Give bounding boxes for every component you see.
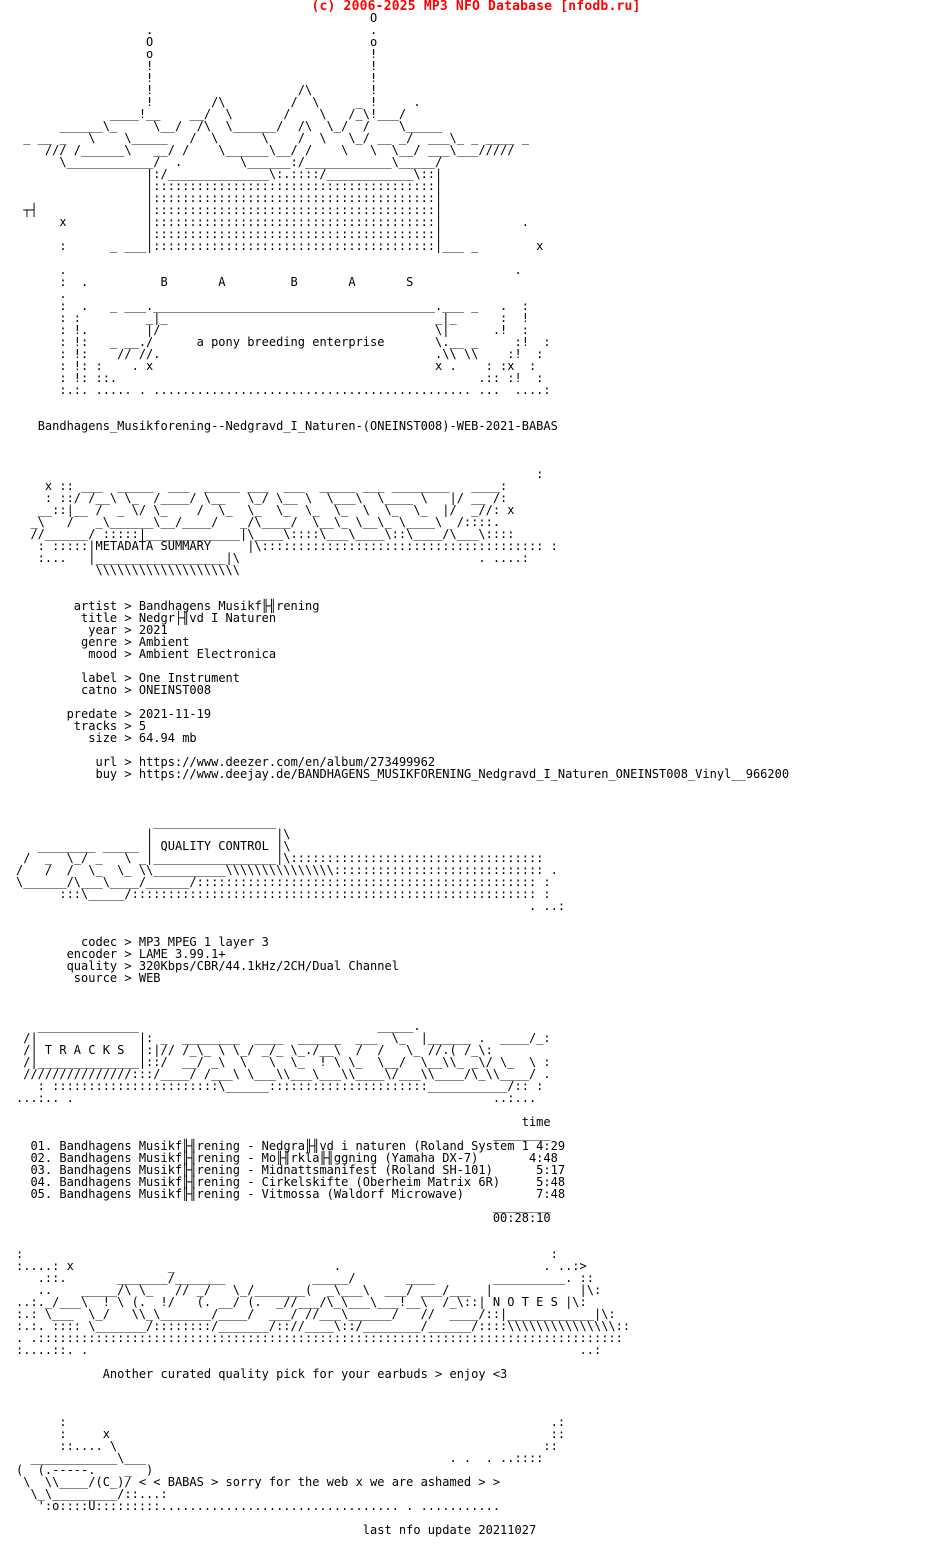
- qc-source-label: source: [73, 971, 118, 985]
- ascii-art: : :::::|METADATA SUMMARY |\::::::::::::::::::::::::::::::::::::::: :: [16, 539, 558, 553]
- meta-mood-label: mood: [88, 647, 118, 661]
- ascii-art: _ __ _ \ \_____ / \ \ / \ \_/ __ _/ ___\_ _ ____ _: [16, 131, 529, 145]
- qc-quality: 320Kbps/CBR/44.1kHz/2CH/Dual Channel: [138, 959, 399, 973]
- ascii-art: |:::::::::::::::::::::::::::::::::::::::|: [16, 227, 443, 241]
- qc-encoder-label: encoder: [66, 947, 118, 961]
- meta-genre-label: genre: [81, 635, 118, 649]
- ascii-art: : :::::::::::::::::::::::\______::::::::::::::::::::::___________/:: :: [16, 1079, 544, 1093]
- ascii-art: //______/ :::::|_____________|\____\::::\___\____\::\____/\___\::::: [16, 527, 515, 541]
- track-row: 03. Bandhagens Musikf╟╢rening - Midnattsmanifest (Roland SH-101) 5:17: [30, 1163, 566, 1177]
- ascii-art: ______________ _____.: [16, 1019, 421, 1033]
- ascii-art: ':o::::U:::::::::................................. . ...........: [16, 1499, 501, 1513]
- ascii-art: \\\\\\\\\\\\\\\\\\\\: [16, 563, 240, 577]
- ascii-art: O: [16, 11, 378, 25]
- meta-tracks: 5: [138, 719, 147, 733]
- ascii-art: .::. _______/_______ _____/ ____ __________. ::: [16, 1271, 594, 1285]
- ascii-art: :.:. ..... . ............................................ ... ....:: [16, 383, 551, 397]
- meta-predate: 2021-11-19: [138, 707, 212, 721]
- ascii-art: /| |: _ ________ ____ ______ ___ \_ |______ . ____/_:: [16, 1031, 551, 1045]
- meta-genre: Ambient: [138, 635, 190, 649]
- qc-encoder: LAME 3.99.1+: [138, 947, 226, 961]
- release-name: Bandhagens_Musikforening--Nedgravd_I_Naturen-(ONEINST008)-WEB-2021-BABAS: [37, 419, 558, 433]
- ascii-art: ///////////////:::/____/ /___\ \___\\___\___\\____\/___\\____/\_\\____/ .: [16, 1067, 551, 1081]
- ascii-art: \______/\___\____/______/::::::::::::::::::::::::::::::::::::::::::::::: :: [16, 875, 551, 889]
- qc-codec-label: codec: [81, 935, 118, 949]
- ascii-art: :.: \___ \_/ \\_\_______/____/ ___/ //___\______/ // ____/::|____________|\:: [16, 1307, 616, 1321]
- qc-quality-label: quality: [66, 959, 118, 973]
- ascii-art: x |:::::::::::::::::::::::::::::::::::::::| .: [16, 215, 529, 229]
- notes-text: Another curated quality pick for your earbuds > enjoy <3: [102, 1367, 508, 1381]
- ascii-art: : : _|_ _|_ : !: [16, 311, 529, 325]
- ascii-art: : !: ::. .:: :! :: [16, 371, 544, 385]
- ascii-art: :....::. . ..:: [16, 1343, 602, 1357]
- last-update: last nfo update 20211027: [362, 1523, 537, 1537]
- ascii-art: : x ::: [16, 1427, 566, 1441]
- meta-url-label: url: [95, 755, 118, 769]
- ascii-art: ! !: [16, 71, 378, 85]
- ascii-art: \ \\____/(C_)/ < < BABAS > sorry for the web x we are ashamed > >: [16, 1475, 501, 1489]
- ascii-art: ! /\ / \ _ ! .: [16, 95, 421, 109]
- ascii-art: :.:. :::: \_______/::::::::/_______/:://____\::/________/______/::::\\\\\\\\\\\\\\\::: [16, 1319, 631, 1333]
- meta-year: 2021: [138, 623, 168, 637]
- ascii-art: . .:::::::::::::::::::::::::::::::::::::::::::::::::::::::::::::::::::::::::::::::::: [16, 1331, 623, 1345]
- qc-source: WEB: [138, 971, 161, 985]
- ascii-art: : !: : . x x . : :x :: [16, 359, 537, 373]
- ascii-art: : !. |/ \| .! :: [16, 323, 529, 337]
- ascii-art: . .: [16, 23, 378, 37]
- ascii-art: /| T R A C K S |:|// /_\_ \ \_/ _/_ \_./__\ / / \_ //.( /_\:: [16, 1043, 493, 1057]
- meta-buy-label: buy: [95, 767, 118, 781]
- ascii-art: ____________\___ . . . ..::::: [16, 1451, 544, 1465]
- ascii-art: ______\_ \__/ /\ \______/ /\ \_/ / \_____: [16, 119, 443, 133]
- section-notes: N O T E S: [492, 1295, 558, 1309]
- track-row: 04. Bandhagens Musikf╟╢rening - Cirkelskifte (Oberheim Matrix 6R) 5:48: [30, 1175, 566, 1189]
- ascii-art: ! /\ !: [16, 83, 378, 97]
- ascii-art: __::|__ / _ \/ \_ / \_ \_ \_ \_ \_ \ \_ \_ |/ _//: x: [16, 503, 515, 517]
- ascii-art: O o: [16, 35, 378, 49]
- ascii-art: ________ _____ | QUALITY CONTROL |\: [16, 839, 291, 853]
- meta-catno: ONEINST008: [138, 683, 212, 697]
- group-letters: B A B A S: [160, 275, 414, 289]
- ascii-art: : !: // //. .\\ \\ :! :: [16, 347, 544, 361]
- ascii-art: :... |__________________|\ . ....:: [16, 551, 529, 565]
- ascii-art: / _ \_/ _ \ _|_________________|\:::::::::::::::::::::::::::::::::::: [16, 851, 544, 865]
- ascii-art: ..:._/___\ ! \ (. !/ (. __/ (. _//___/\_\___\___!__\ /_\::| N O T E S |\:: [16, 1295, 587, 1309]
- ascii-art: : :: [16, 1247, 558, 1261]
- ascii-art: ::.... \ ::: [16, 1439, 558, 1453]
- ascii-art: / / / \_ \_ \\__________\\\\\\\\\\\\\\\::::::::::::::::::::::::::::: .: [16, 863, 558, 877]
- ascii-art: :::\_____/:::::::::::::::::::::::::::::::::::::::::::::::::::::::: :: [16, 887, 551, 901]
- meta-buy-link[interactable]: https://www.deejay.de/BANDHAGENS_MUSIKFORENING_Nedgravd_I_Naturen_ONEINST008_Vinyl__966200: [138, 767, 790, 781]
- ascii-art: :: [16, 467, 544, 481]
- meta-title: Nedgr├╢vd I Naturen: [138, 611, 277, 625]
- ascii-art: /|______________|::/ __/ _\ \ \ \_ ! \ \_ \__/ \__\\_ _\/ \_ \ :: [16, 1055, 551, 1069]
- ascii-art: : ::/ /__\ \_ /____/ \__ \_/ \__ \ \___\ \____ \ |/ __ /:: [16, 491, 508, 505]
- total-time: 00:28:10: [492, 1211, 551, 1225]
- meta-url-link[interactable]: https://www.deezer.com/en/album/273499962: [138, 755, 436, 769]
- meta-label-label: label: [81, 671, 118, 685]
- ascii-art: \_\_________/::...:: [16, 1487, 168, 1501]
- ascii-art: ! !: [16, 59, 378, 73]
- ascii-art: :....: x _ . . ..:>: [16, 1259, 587, 1273]
- ascii-art: .: [16, 287, 67, 301]
- meta-size: 64.94 mb: [138, 731, 197, 745]
- footer-message: < < BABAS > sorry for the web x we are ashamed > >: [138, 1475, 501, 1489]
- ascii-art: .. _____/\ \_ // _/ \_/_______( _\___\ ___/ ___/___ | |\:: [16, 1283, 602, 1297]
- ascii-art: | |\: [16, 827, 291, 841]
- time-header: time: [521, 1115, 551, 1129]
- meta-predate-label: predate: [66, 707, 118, 721]
- meta-year-label: year: [88, 623, 118, 637]
- meta-artist-label: artist: [73, 599, 118, 613]
- ascii-art: ...:.. . ..:...: [16, 1091, 537, 1105]
- ascii-art: . ..:: [16, 899, 566, 913]
- section-quality: QUALITY CONTROL: [160, 839, 269, 853]
- nfo-document: O . . O o o ! ! ! ! ! ! /\ ! ! /\ / \ _ ! . ____!__ __/ \ / \ /_\!___/ ______\_ \__/ /\ \______/ /\ \_/ / \_____ _ __ _ \ \_____ / \ \ / \ \_/ __ _/ ___\_ _ ____ _ /// /______\ __/ / \______\__/ / \ \ \__/ ___\___///// \____________/ . \______:/____________\_____/ |:/______________\:.::::/____________\::| |:::::::::::::::::::::::::::::::::::::::| |:::::::::::::::::::::::::::::::::::::::| ┬┤ |:::::::::::::::::::::::::::::::::::::::| x |:::::::::::::::::::::::::::::::::::::::| . |:::::::::::::::::::::::::::::::::::::::| : _ ___|:::::::::::::::::::::::::::::::::::::::|___ _ x . . : . B A B A S . : . _ ___._______________________________________.___ _ . : : : _|_ _|_ : ! : !. |/ \| .! : : !: _ __./ a pony breeding enterprise \.__ _ :! : : !: // //. .\\ \\ :! : : !: : . x x . : :x : : !: ::. .:: :! : :.:. ..... . ............................................ ... ....: Bandhagens_Musikforening--Nedgravd_I_Naturen-(ONEINST008)-WEB-2021-BABAS : x :: ___ _____ ___ _____ ___ ___ _____ ___ ________ ____: : ::/ /__\ \_ /____/ \__ \_/ \__ \ \___\ \____ \ |/ __ /: __::|__ / _ \/ \_ / \_ \_ \_ \_ \_ \ \_ \_ |/ _//: x _\ / _\______\__/____/ _/\____/ \__\_ \__\_ \____\ /::::. //______/ :::::|_____________|\____\::::\___\____\::\____/\___\:::: : :::::|METADATA SUMMARY |\::::::::::::::::::::::::::::::::::::::: : :... |__________________|\ . ....: \\\\\\\\\\\\\\\\\\\\ artist > Bandhagens Musikf╟╢rening title > Nedgr├╢vd I Naturen year > 2021 genre > Ambient mood > Ambient Electronica label > One Instrument catno > ONEINST008 predate > 2021-11-19 tracks > 5 size > 64.94 mb url > https://www.deezer.com/en/album/273499962 buy > https://www.deejay.de/BANDHAGENS_MUSIKFORENING_Nedgravd_I_Naturen_ONEINST008_Vinyl__966200 _________________ | |\ ________ _____ | QUALITY CONTROL |\ / _ \_/ _ \ _|_________________|\::::::::::::::::::::::::::::::::::: / / / \_ \_ \\__________\\\\\\\\\\\\\\\::::::::::::::::::::::::::::: . \______/\___\____/______/::::::::::::::::::::::::::::::::::::::::::::::: : :::\_____/:::::::::::::::::::::::::::::::::::::::::::::::::::::::: : . ..: codec > MP3 MPEG 1 layer 3 encoder > LAME 3.99.1+ quality > 320Kbps/CBR/44.1kHz/2CH/Dual Channel source > WEB ______________ _____. /| |: _ ________ ____ ______ ___ \_ |______ . ____/_: /| T R A C K S |:|// /_\_ \ \_/ _/_ \_./__\ / / \_ //.( /_\: /|______________|::/ __/ _\ \ \ \_ ! \ \_ \__/ \__\\_ _\/ \_ \ : ///////////////:::/____/ /___\ \___\\___\___\\____\/___\\____/\_\\____/ . : :::::::::::::::::::::::\______::::::::::::::::::::::___________/:: : ...:.. . ..:... time ________ 01. Bandhagens Musikf╟╢rening - Nedgra╟╢vd i naturen (Roland System 1 4:29 02. Bandhagens Musikf╟╢rening - Mo╟╢rkla╟╢ggning (Yamaha DX-7) 4:48 03. Bandhagens Musikf╟╢rening - Midnattsmanifest (Roland SH-101) 5:17 04. Bandhagens Musikf╟╢rening - Cirkelskifte (Oberheim Matrix 6R) 5:48 05. Bandhagens Musikf╟╢rening - Vitmossa (Waldorf Microwave) 7:48 ________ 00:28:10 : : :....: x _ . . ..:> .::. _______/_______ _____/ ____ __________. :: .. _____/\ \_ // _/ \_/_______( _\___\ ___/ ___/___ | |\: ..:._/___\ ! \ (. !/ (. __/ (. _//___/\_\___\___!__\ /_\::| N O T E S |\: :.: \___ \_/ \\_\_______/____/ ___/ //___\______/ // ____/::|____________|\: :.:. :::: \_______/::::::::/_______/:://____\::/________/______/::::\\\\\\\\\\\\\\\:: . .::::::::::::::::::::::::::::::::::::::::::::::::::::::::::::::::::::::::::::::::: :....::. . ..: Another curated quality pick for your earbuds > enjoy <3 : .: : x :: ::.... \ :: ____________\___ . . . ..:::: ( (.-----. _ ) \ \\____/(C_)/ < < BABAS > sorry for the web x we are ashamed > > \_\_________/::...: ':o::::U:::::::::................................. . ........... last nfo update 20211027: [16, 11, 790, 1537]
- meta-catno-label: catno: [81, 683, 118, 697]
- ascii-art: |:/______________\:.::::/____________\::|: [16, 167, 443, 181]
- section-tracks: T R A C K S: [44, 1043, 125, 1057]
- meta-title-label: title: [81, 611, 118, 625]
- group-tagline: a pony breeding enterprise: [196, 335, 385, 349]
- track-row: 05. Bandhagens Musikf╟╢rening - Vitmossa (Waldorf Microwave) 7:48: [30, 1187, 566, 1201]
- ascii-art: : . B A B A S: [16, 275, 414, 289]
- ascii-art: x :: ___ _____ ___ _____ ___ ___ _____ ___ ________ ____:: [16, 479, 508, 493]
- meta-label: One Instrument: [138, 671, 240, 685]
- qc-codec: MP3 MPEG 1 layer 3: [138, 935, 269, 949]
- ascii-art: o !: [16, 47, 378, 61]
- ascii-art: : _ ___|:::::::::::::::::::::::::::::::::::::::|___ _ x: [16, 239, 544, 253]
- track-row: 02. Bandhagens Musikf╟╢rening - Mo╟╢rkla╟╢ggning (Yamaha DX-7) 4:48: [30, 1151, 558, 1165]
- ascii-art: /// /______\ __/ / \______\__/ / \ \ \__/ ___\___/////: [16, 143, 515, 157]
- section-metadata: METADATA SUMMARY: [95, 539, 212, 553]
- ascii-art: ____!__ __/ \ / \ /_\!___/: [16, 107, 407, 121]
- ascii-art: : !: _ __./ a pony breeding enterprise \.__ _ :! :: [16, 335, 551, 349]
- ascii-art: |:::::::::::::::::::::::::::::::::::::::|: [16, 191, 443, 205]
- meta-artist: Bandhagens Musikf╟╢rening: [138, 599, 320, 613]
- ascii-art: ( (.-----. _ ): [16, 1463, 154, 1477]
- nfodb-credit: (c) 2006-2025 MP3 NFO Database [nfodb.ru]: [311, 0, 641, 14]
- ascii-art: _\ / _\______\__/____/ _/\____/ \__\_ \__\_ \____\ /::::.: [16, 515, 501, 529]
- ascii-art: : . _ ___._______________________________________.___ _ . :: [16, 299, 529, 313]
- ascii-art: |:::::::::::::::::::::::::::::::::::::::|: [16, 179, 443, 193]
- meta-size-label: size: [88, 731, 118, 745]
- ascii-art: : .:: [16, 1415, 566, 1429]
- ascii-art: ┬┤ |:::::::::::::::::::::::::::::::::::::::|: [16, 203, 443, 217]
- ascii-art: \____________/ . \______:/____________\_____/: [16, 155, 443, 169]
- track-row: 01. Bandhagens Musikf╟╢rening - Nedgra╟╢vd i naturen (Roland System 1 4:29: [30, 1139, 566, 1153]
- ascii-art: . .: [16, 263, 522, 277]
- ascii-art: _________________: [16, 815, 277, 829]
- meta-tracks-label: tracks: [73, 719, 118, 733]
- meta-mood: Ambient Electronica: [138, 647, 277, 661]
